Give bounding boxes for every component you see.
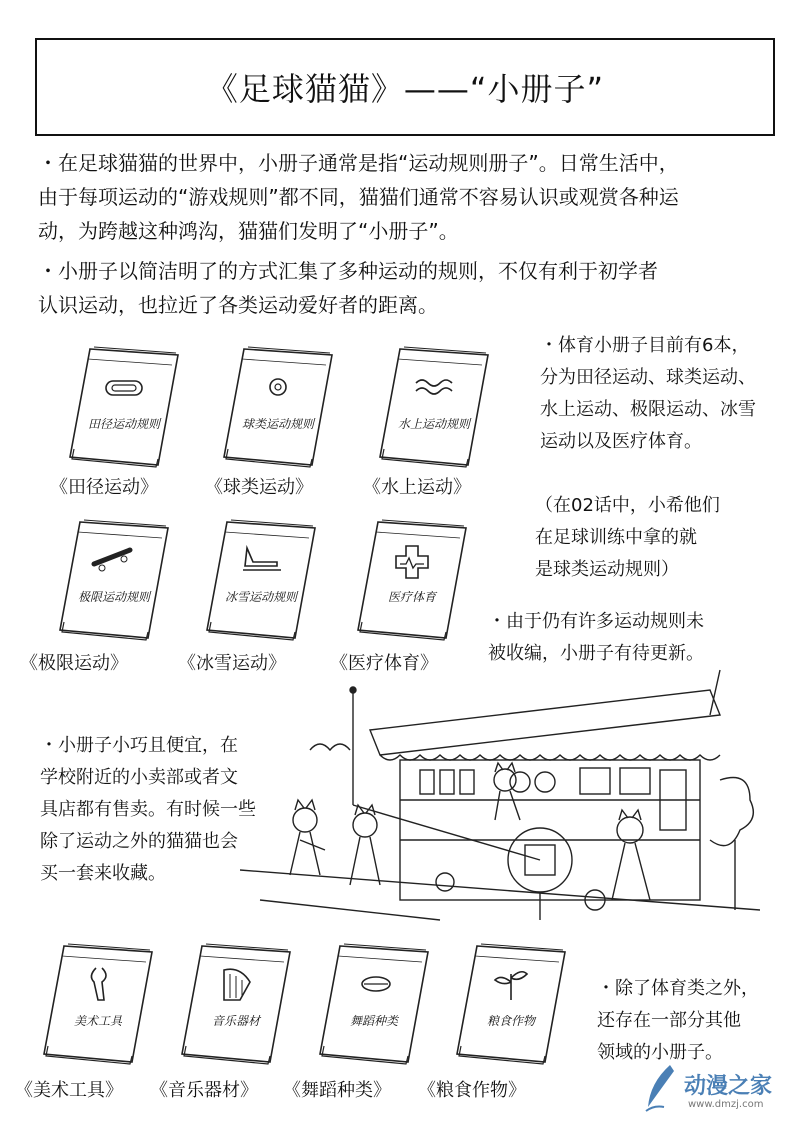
booklet-cover [455, 942, 567, 1066]
booklet-ball [222, 345, 334, 469]
note-line: 分为田径运动、球类运动、 [540, 367, 756, 388]
note-line: 学校附近的小卖部或者文 [40, 767, 238, 788]
book-caption: 《医疗体育》 [330, 653, 438, 674]
shop-illustration [240, 660, 760, 950]
cat-figure [290, 800, 325, 875]
booklet-cover [42, 942, 154, 1066]
awning [370, 690, 720, 755]
booklet-cover [318, 942, 430, 1066]
intro-line: 认识运动，也拉近了各类运动爱好者的距离。 [38, 293, 438, 317]
cat-figure [350, 805, 380, 885]
book-caption: 《水上运动》 [363, 477, 471, 498]
booklet-track [68, 345, 180, 469]
intro-line: ・小册子以简洁明了的方式汇集了多种运动的规则，不仅有利于初学者 [38, 259, 658, 283]
booklet-title: 医疗体育 [387, 590, 436, 604]
booklet-waves [378, 345, 490, 469]
booklet-title: 冰雪运动规则 [224, 590, 297, 604]
note-line: 运动以及医疗体育。 [540, 431, 702, 452]
booklet-cover [58, 518, 170, 642]
brush-logo-icon [640, 1063, 682, 1113]
booklet-title: 极限运动规则 [77, 590, 150, 604]
booklet-cover [222, 345, 334, 469]
note-line: ・体育小册子目前有6本， [540, 335, 750, 356]
note-line: 是球类运动规则） [535, 559, 679, 580]
note-line: （在02话中，小希他们 [535, 495, 720, 516]
book-caption: 《音乐器材》 [150, 1080, 258, 1101]
book-caption: 《田径运动》 [50, 477, 158, 498]
note-line: 被收编，小册子有待更新。 [488, 643, 704, 664]
watermark-name: 动漫之家 [684, 1074, 773, 1099]
note-other-fields [597, 973, 759, 1069]
book-caption: 《极限运动》 [20, 653, 128, 674]
booklet-skate [205, 518, 317, 642]
booklet-brush [42, 942, 154, 1066]
booklet-plant [455, 942, 567, 1066]
cat-figure [585, 810, 650, 910]
note-book-count [540, 330, 756, 458]
note-line: 具店都有售卖。有时候一些 [40, 799, 256, 820]
book-caption: 《冰雪运动》 [178, 653, 286, 674]
note-line: 领域的小册子。 [597, 1042, 723, 1063]
note-episode [535, 490, 720, 586]
watermark-url: www.dmzj.com [688, 1099, 764, 1110]
intro-line: 由于每项运动的“游戏规则”都不同，猫猫们通常不容易认识或观赏各种运 [38, 185, 679, 209]
booklet-harp [180, 942, 292, 1066]
note-line: 水上运动、极限运动、冰雪 [540, 399, 756, 420]
note-line: ・小册子小巧且便宜，在 [40, 735, 238, 756]
page-title: 《足球猫猫》——“小册子” [35, 38, 775, 136]
booklet-cover [68, 345, 180, 469]
booklet-title: 粮食作物 [486, 1014, 535, 1028]
booklet-cover [205, 518, 317, 642]
bird [310, 744, 350, 750]
booklet-medical-cross [356, 518, 468, 642]
note-line: 除了运动之外的猫猫也会 [40, 831, 238, 852]
book-caption: 《粮食作物》 [418, 1080, 526, 1101]
note-shop [40, 730, 256, 890]
booklet-title: 音乐器材 [211, 1014, 260, 1028]
book-caption: 《美术工具》 [15, 1080, 123, 1101]
booklet-title: 美术工具 [73, 1014, 122, 1028]
booklet-cover [356, 518, 468, 642]
booklet-skateboard [58, 518, 170, 642]
booklet-cover [180, 942, 292, 1066]
booklet-title: 水上运动规则 [397, 417, 470, 431]
note-line: ・由于仍有许多运动规则未 [488, 611, 704, 632]
ball [436, 873, 454, 891]
note-line: 还存在一部分其他 [597, 1010, 741, 1031]
book-caption: 《球类运动》 [205, 477, 313, 498]
intro-paragraph-2 [38, 254, 658, 322]
watermark [640, 1063, 773, 1117]
intro-paragraph-1 [38, 146, 679, 248]
booklet-title: 舞蹈种类 [349, 1014, 398, 1028]
booklet-title: 球类运动规则 [241, 417, 314, 431]
booklet-cover [378, 345, 490, 469]
booklet-shoe [318, 942, 430, 1066]
intro-line: ・在足球猫猫的世界中，小册子通常是指“运动规则册子”。日常生活中， [38, 151, 679, 175]
note-line: ・除了体育类之外， [597, 978, 759, 999]
intro-line: 动，为跨越这种鸿沟，猫猫们发明了“小册子”。 [38, 219, 459, 243]
tree [710, 778, 753, 846]
booklet-title: 田径运动规则 [87, 417, 160, 431]
book-caption: 《舞蹈种类》 [283, 1080, 391, 1101]
note-line: 买一套来收藏。 [40, 863, 166, 884]
note-line: 在足球训练中拿的就 [535, 527, 697, 548]
